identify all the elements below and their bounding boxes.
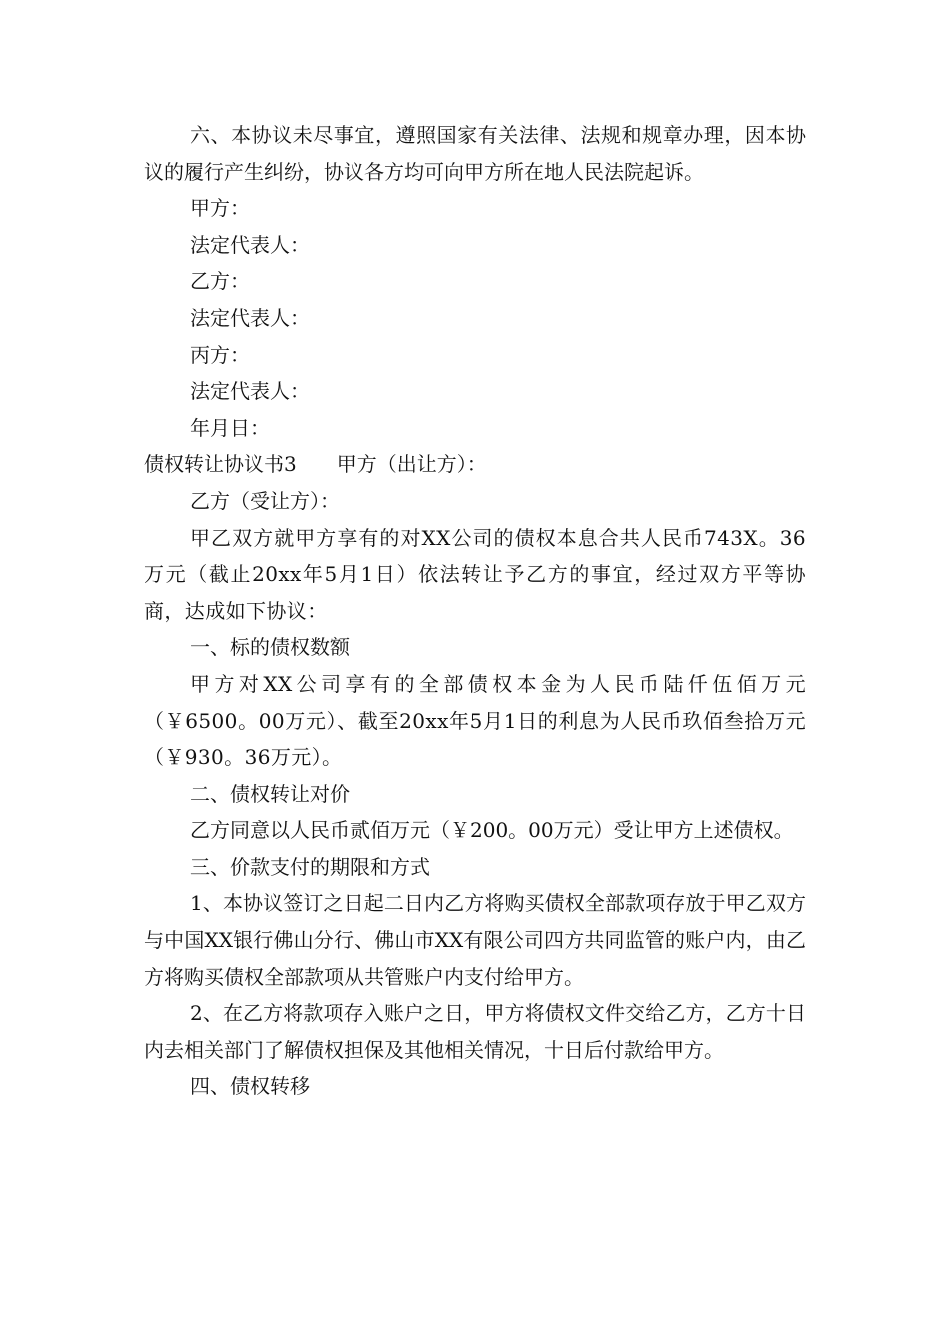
section-four-title: 四、债权转移 (190, 1074, 310, 1099)
signature-rep-b: 法定代表人： (190, 305, 310, 330)
section-one-body: 甲方对XX公司享有的全部债权本金为人民币陆仟伍佰万元（￥6500。00万元）、截至20xx年5月1日的利息为人民币玖佰叁拾万元（￥930。36万元）。 (144, 671, 806, 770)
transferor-label: 甲方（出让方）： (336, 452, 487, 477)
signature-rep-a: 法定代表人： (190, 232, 310, 257)
section-two-body: 乙方同意以人民币贰佰万元（￥200。00万元）受让甲方上述债权。 (190, 818, 794, 843)
section-three-item-one: 1、本协议签订之日起二日内乙方将购买债权全部款项存放于甲乙双方与中国XX银行佛山分行、佛山市XX有限公司四方共同监管的账户内，由乙方将购买债权全部款项从共管账户内支付给甲方。 (144, 891, 806, 989)
clause-six-paragraph: 六、本协议未尽事宜，遵照国家有关法律、法规和规章办理，因本协议的履行产生纠纷，协议各方均可向甲方所在地人民法院起诉。 (144, 123, 806, 184)
signature-party-c: 丙方： (190, 342, 250, 367)
transferee-label: 乙方（受让方）： (190, 488, 340, 513)
agreement-title: 债权转让协议书3 (144, 452, 297, 477)
agreement-title-line (144, 446, 806, 483)
section-three-title: 三、价款支付的期限和方式 (190, 854, 430, 879)
signature-rep-c: 法定代表人： (190, 379, 310, 404)
section-three-item-two: 2、在乙方将款项存入账户之日，甲方将债权文件交给乙方，乙方十日内去相关部门了解债权担保及其他相关情况，十日后付款给甲方。 (144, 1001, 806, 1062)
section-one-title: 一、标的债权数额 (190, 635, 350, 660)
signature-party-a: 甲方： (190, 196, 250, 221)
intro-paragraph: 甲乙双方就甲方享有的对XX公司的债权本息合共人民币743X。36万元（截止20xx年5月1日）依法转让予乙方的事宜，经过双方平等协商，达成如下协议： (144, 525, 806, 623)
document-page (144, 117, 806, 1105)
signature-party-b: 乙方： (190, 269, 250, 294)
section-two-title: 二、债权转让对价 (190, 781, 350, 806)
signature-date: 年月日： (190, 415, 270, 440)
